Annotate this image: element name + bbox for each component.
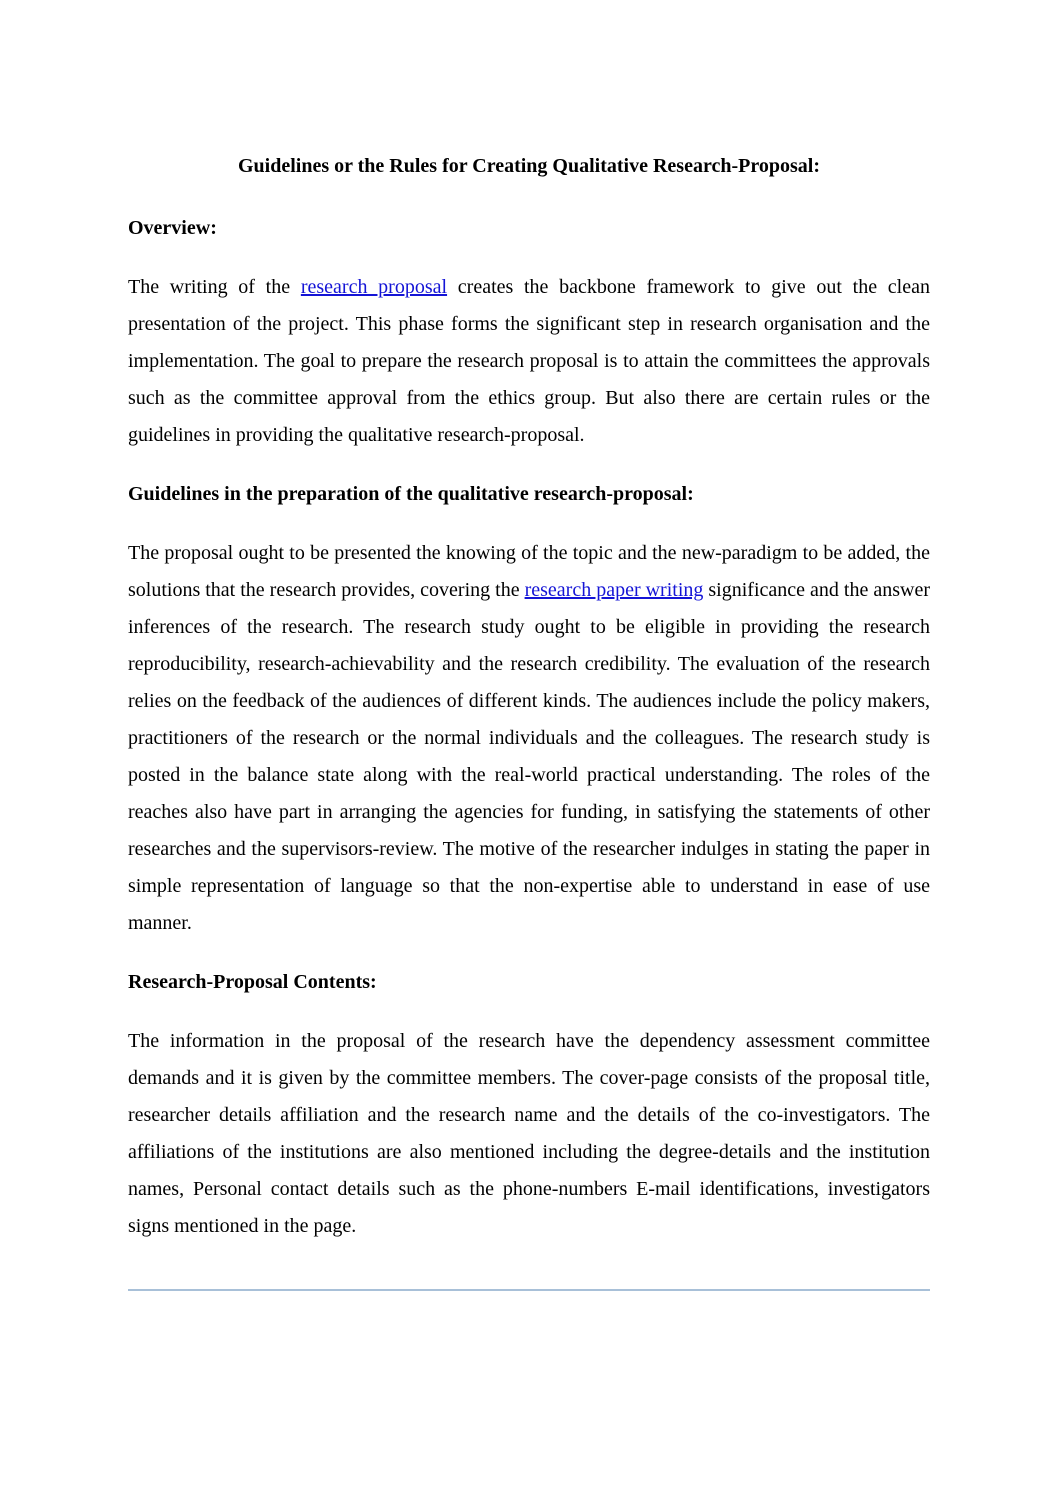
overview-paragraph (128, 269, 930, 454)
guidelines-heading: Guidelines in the preparation of the qualitative research-proposal: (128, 483, 694, 505)
guidelines-paragraph (128, 535, 930, 942)
paragraph-text: creates the backbone framework to give out the clean presentation of the project. This phase forms the significant step in research organisation and the implementation. The goal to prepare the research proposal is to attain the committees the approvals such as the committee approval from the ethics group. But also there are certain rules or the guidelines in providing the qualitative research-proposal. (128, 276, 930, 446)
paragraph-text: The writing of the (128, 276, 301, 298)
paragraph-text: The proposal ought to be presented the knowing of the topic and the new-paradigm to be added, the solutions that the research provides, covering the (128, 542, 930, 601)
contents-heading: Research-Proposal Contents: (128, 971, 377, 993)
research-proposal-link[interactable]: research proposal (300, 276, 448, 298)
paragraph-text: significance and the answer inferences of the research. The research study ought to be eligible in providing the research reproducibility, research-achievability and the research credibility. The evaluation of the research relies on the feedback of the audiences of different kinds. The audiences include the policy makers, practitioners of the research or the normal individuals and the colleagues. The research study is posted in the balance state along with the real-world practical understanding. The roles of the reaches also have part in arranging the agencies for funding, in satisfying the statements of other researches and the supervisors-review. The motive of the researcher indulges in stating the paper in simple representation of language so that the non-expertise able to understand in ease of use manner. (128, 579, 930, 934)
overview-heading: Overview: (128, 217, 217, 239)
contents-paragraph: The information in the proposal of the research have the dependency assessment committee demands and it is given by the committee members. The cover-page consists of the proposal title, researcher details affiliation and the research name and the details of the co-investigators. The affiliations of the institutions are also mentioned including the degree-details and the institution names, Personal contact details such as the phone-numbers E-mail identifications, investigators signs mentioned in the page. (128, 1030, 930, 1237)
research-paper-writing-link[interactable]: research paper writing (524, 579, 704, 601)
document-title: Guidelines or the Rules for Creating Qualitative Research-Proposal: (237, 155, 820, 177)
page-divider (128, 1289, 930, 1291)
